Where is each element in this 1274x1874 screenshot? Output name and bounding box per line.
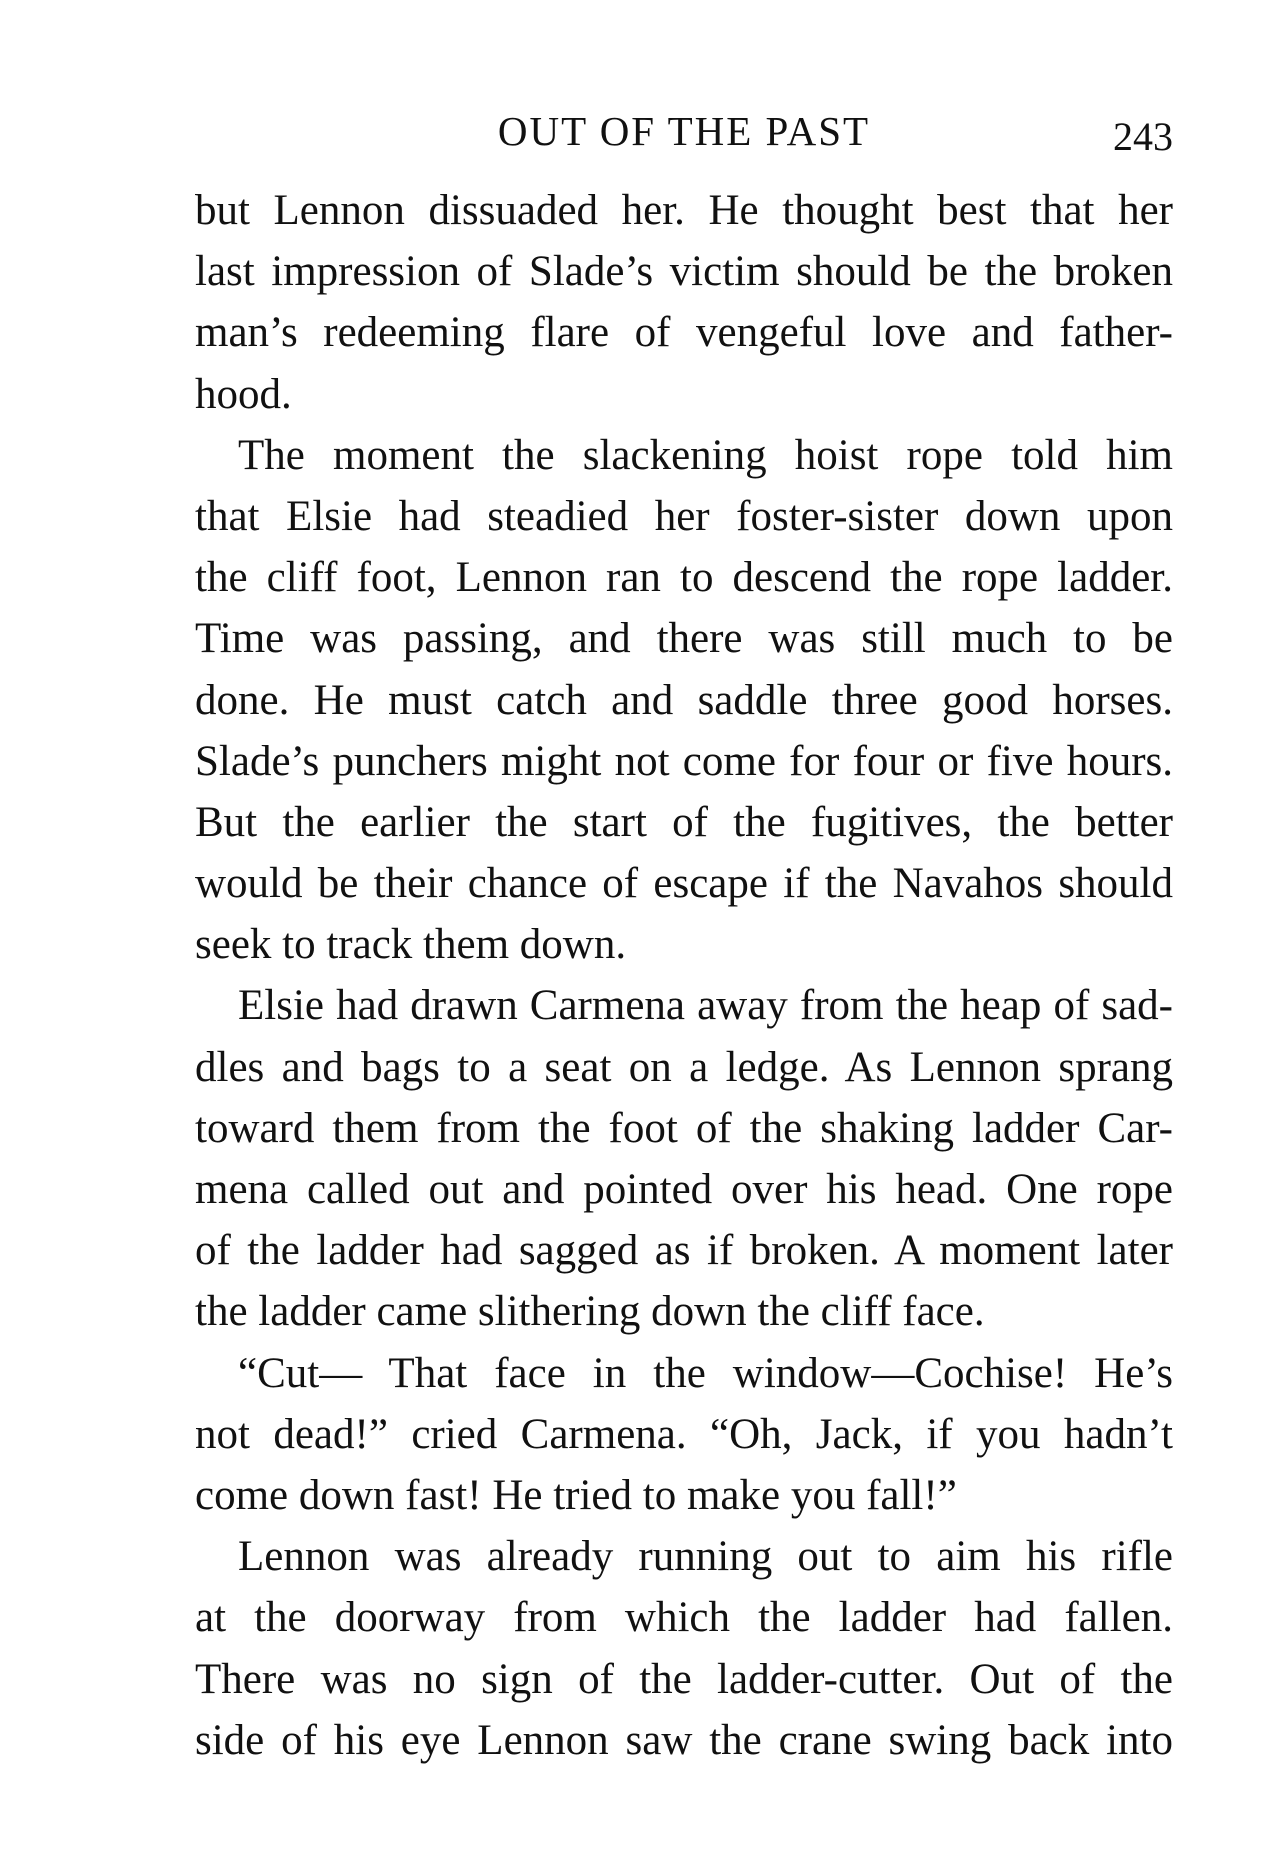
text-line: of the ladder had sagged as if broken. A moment later bbox=[195, 1227, 1173, 1275]
text-line: seek to track them down. bbox=[195, 921, 627, 969]
text-line: There was no sign of the ladder-cutter. Out of the bbox=[195, 1655, 1173, 1703]
text-line: Lennon was already running out to aim his rifle bbox=[238, 1533, 1173, 1581]
text-line: come down fast! He tried to make you fall!” bbox=[195, 1471, 957, 1519]
running-head bbox=[195, 104, 1173, 158]
text-line: not dead!” cried Carmena. “Oh, Jack, if you hadn’t bbox=[195, 1410, 1173, 1458]
text-line: Elsie had drawn Carmena away from the heap of sad- bbox=[238, 982, 1173, 1030]
text-line: Time was passing, and there was still much to be bbox=[195, 615, 1173, 663]
body-text bbox=[195, 180, 1173, 1771]
page-number: 243 bbox=[1113, 114, 1173, 159]
text-line: toward them from the foot of the shaking ladder Car- bbox=[195, 1104, 1173, 1152]
text-line: but Lennon dissuaded her. He thought best that her bbox=[195, 187, 1173, 234]
text-line: the cliff foot, Lennon ran to descend the rope ladder. bbox=[195, 554, 1173, 602]
text-line: hood. bbox=[195, 370, 292, 418]
text-line: that Elsie had steadied her foster-sister down upon bbox=[195, 492, 1173, 540]
text-line: “Cut— That face in the window—Cochise! He’s bbox=[238, 1349, 1173, 1397]
text-line: mena called out and pointed over his head. One rope bbox=[195, 1166, 1173, 1213]
text-line: the ladder came slithering down the cliff face. bbox=[195, 1288, 985, 1336]
text-line: dles and bags to a seat on a ledge. As Lennon sprang bbox=[195, 1043, 1173, 1091]
text-line: at the doorway from which the ladder had fallen. bbox=[195, 1594, 1173, 1642]
text-line: Slade’s punchers might not come for four or five hours. bbox=[195, 737, 1173, 785]
text-line: done. He must catch and saddle three good horses. bbox=[195, 676, 1173, 724]
text-line: last impression of Slade’s victim should be the broken bbox=[195, 248, 1173, 296]
running-title: OUT OF THE PAST bbox=[497, 108, 871, 154]
text-line: side of his eye Lennon saw the crane swing back into bbox=[195, 1716, 1173, 1764]
text-line: would be their chance of escape if the Navahos should bbox=[195, 860, 1173, 908]
text-line: But the earlier the start of the fugitives, the better bbox=[195, 798, 1173, 846]
text-line: man’s redeeming flare of vengeful love and father- bbox=[195, 309, 1173, 357]
text-line: The moment the slackening hoist rope told him bbox=[238, 431, 1173, 479]
